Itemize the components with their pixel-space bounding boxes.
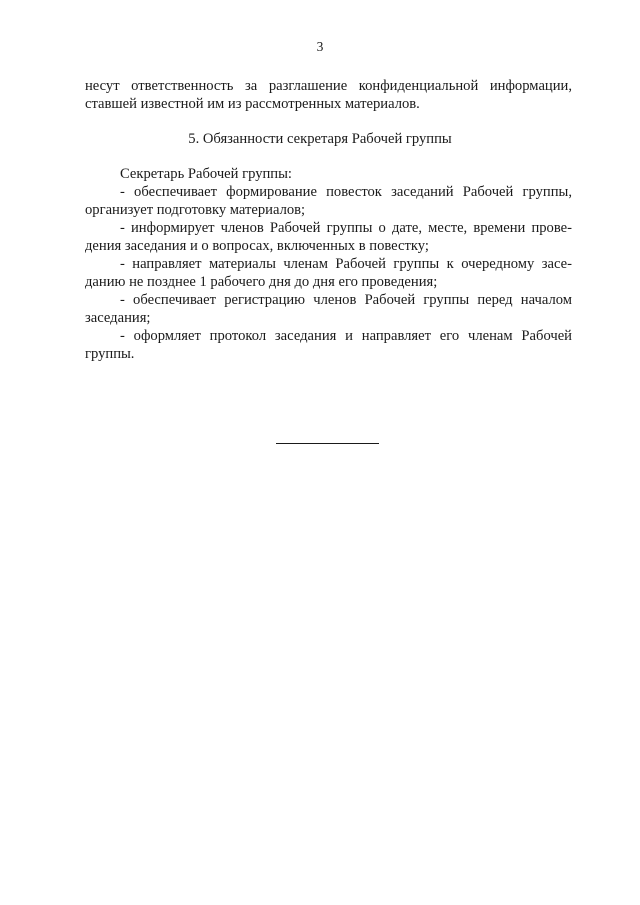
page-number: 3	[316, 39, 324, 54]
duty-item-3-line-1: - направляет материалы членам Рабочей группы к очередному засе-	[120, 256, 572, 272]
intro-line-1: несут ответственность за разглашение конфиденциальной информации,	[85, 78, 572, 94]
duty-item-2-line-1: - информирует членов Рабочей группы о дате, месте, времени прове-	[120, 220, 572, 236]
intro-line-2: ставшей известной им из рассмотренных материалов.	[85, 96, 420, 112]
duty-item-5-line-1: - оформляет протокол заседания и направляет его членам Рабочей	[120, 328, 572, 344]
duty-item-3-line-2: данию не позднее 1 рабочего дня до дня его проведения;	[85, 274, 438, 290]
section-lead: Секретарь Рабочей группы:	[120, 166, 292, 182]
duty-item-2-line-2: дения заседания и о вопросах, включенных в повестку;	[85, 238, 429, 254]
section-heading: 5. Обязанности секретаря Рабочей группы	[188, 131, 452, 147]
duty-item-4-line-2: заседания;	[85, 310, 151, 326]
end-divider	[276, 443, 379, 444]
duty-item-1-line-2: организует подготовку материалов;	[85, 202, 306, 218]
duty-item-4-line-1: - обеспечивает регистрацию членов Рабочей группы перед началом	[120, 292, 572, 308]
duty-item-5-line-2: группы.	[85, 346, 135, 362]
duty-item-1-line-1: - обеспечивает формирование повесток заседаний Рабочей группы,	[120, 184, 572, 200]
